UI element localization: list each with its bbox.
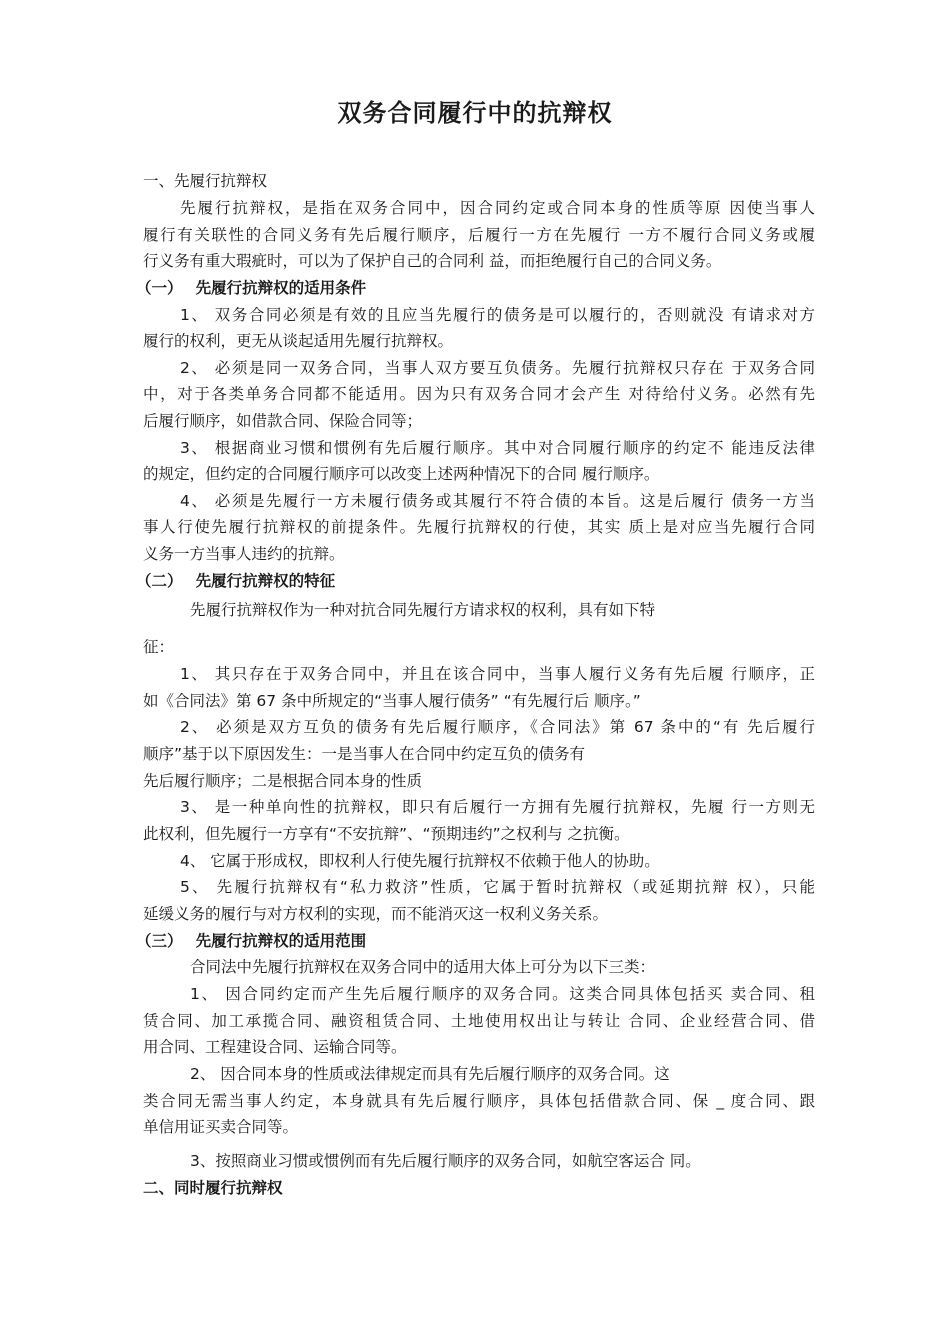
paragraph-line: 5、 先履行抗辩权有“私力救济”性质，它属于暂时抗辩权（或延期抗辩 权），只能	[180, 878, 815, 896]
paragraph-line: 1、 因合同约定而产生先后履行顺序的双务合同。这类合同具体包括买 卖合同、租	[190, 985, 815, 1003]
paragraph-line: 2、 必须是双方互负的债务有先后履行顺序，《合同法》第 67 条中的“有 先后履行	[180, 718, 815, 736]
paragraph-line: 征：	[143, 638, 175, 656]
paragraph-line: 合同法中先履行抗辩权在双务合同中的适用大体上可分为以下三类：	[190, 958, 656, 976]
paragraph-line: 类合同无需当事人约定，本身就具有先后履行顺序，具体包括借款合同、保 _ 度合同、跟	[143, 1092, 815, 1110]
subsection-heading-1: （一） 先履行抗辩权的适用条件	[136, 279, 367, 297]
paragraph-line: 行义务有重大瑕疵时，可以为了保护自己的合同利 益，而拒绝履行自己的合同义务。	[143, 252, 722, 270]
paragraph-line: 1、 双务合同必须是有效的且应当先履行的债务是可以履行的，否则就没 有请求对方	[180, 306, 815, 324]
paragraph-line: 2、 因合同本身的性质或法律规定而具有先后履行顺序的双务合同。这	[190, 1065, 670, 1083]
paragraph-line: 后履行顺序，如借款合同、保险合同等；	[143, 412, 423, 430]
paragraph-line: 延缓义务的履行与对方权利的实现，而不能消灭这一权利义务关系。	[143, 905, 609, 923]
paragraph-line: 此权利，但先履行一方享有“不安抗辩”、“预期违约”之权利与 之抗衡。	[143, 825, 630, 843]
paragraph-line: 赁合同、加工承揽合同、融资租赁合同、土地使用权出让与转让 合同、企业经营合同、借	[143, 1012, 815, 1030]
document-title: 双务合同履行中的抗辩权	[337, 99, 613, 127]
paragraph-line: 先履行抗辩权作为一种对抗合同先履行方请求权的权利，具有如下特	[190, 601, 656, 619]
paragraph-line: 义务一方当事人违约的抗辩。	[143, 545, 345, 563]
paragraph-line: 履行有关联性的合同义务有先后履行顺序，后履行一方在先履行 一方不履行合同义务或履	[143, 226, 815, 244]
paragraph-line: 用合同、工程建设合同、运输合同等。	[143, 1038, 407, 1056]
section-heading-1: 一、先履行抗辩权	[143, 172, 268, 190]
paragraph-line: 如《合同法》第 67 条中所规定的“当事人履行债务” “有先履行后 顺序。”	[143, 692, 641, 710]
paragraph-line: 的规定，但约定的合同履行顺序可以改变上述两种情况下的合同 履行顺序。	[143, 465, 660, 483]
paragraph-line: 事人行使先履行抗辩权的前提条件。先履行抗辩权的行使，其实 质上是对应当先履行合同	[143, 518, 815, 536]
paragraph-line: 单信用证买卖合同等。	[143, 1118, 299, 1136]
paragraph-line: 4、 它属于形成权，即权利人行使先履行抗辩权不依赖于他人的协助。	[180, 852, 660, 870]
subsection-heading-3: （三） 先履行抗辩权的适用范围	[136, 932, 367, 950]
paragraph-line: 3、按照商业习惯或惯例而有先后履行顺序的双务合同，如航空客运合 同。	[190, 1152, 701, 1170]
paragraph-line: 履行的权利，更无从谈起适用先履行抗辩权。	[143, 332, 454, 350]
paragraph-line: 1、 其只存在于双务合同中，并且在该合同中，当事人履行义务有先后履 行顺序，正	[180, 665, 815, 683]
paragraph-line: 3、 是一种单向性的抗辩权，即只有后履行一方拥有先履行抗辩权，先履 行一方则无	[180, 798, 815, 816]
paragraph-line: 中，对于各类单务合同都不能适用。因为只有双务合同才会产生 对待给付义务。必然有先	[143, 385, 815, 403]
paragraph-line: 顺序”基于以下原因发生：一是当事人在合同中约定互负的债务有	[143, 745, 586, 763]
paragraph-line: 4、 必须是先履行一方未履行债务或其履行不符合债的本旨。这是后履行 债务一方当	[180, 492, 815, 510]
paragraph-line: 2、 必须是同一双务合同，当事人双方要互负债务。先履行抗辩权只存在 于双务合同	[180, 359, 815, 377]
section-heading-2: 二、同时履行抗辩权	[143, 1179, 283, 1197]
subsection-heading-2: （二） 先履行抗辩权的特征	[136, 572, 336, 590]
paragraph-line: 先后履行顺序；二是根据合同本身的性质	[143, 772, 423, 790]
paragraph-line: 先履行抗辩权，是指在双务合同中，因合同约定或合同本身的性质等原 因使当事人	[180, 199, 815, 217]
paragraph-line: 3、 根据商业习惯和惯例有先后履行顺序。其中对合同履行顺序的约定不 能违反法律	[180, 439, 815, 457]
